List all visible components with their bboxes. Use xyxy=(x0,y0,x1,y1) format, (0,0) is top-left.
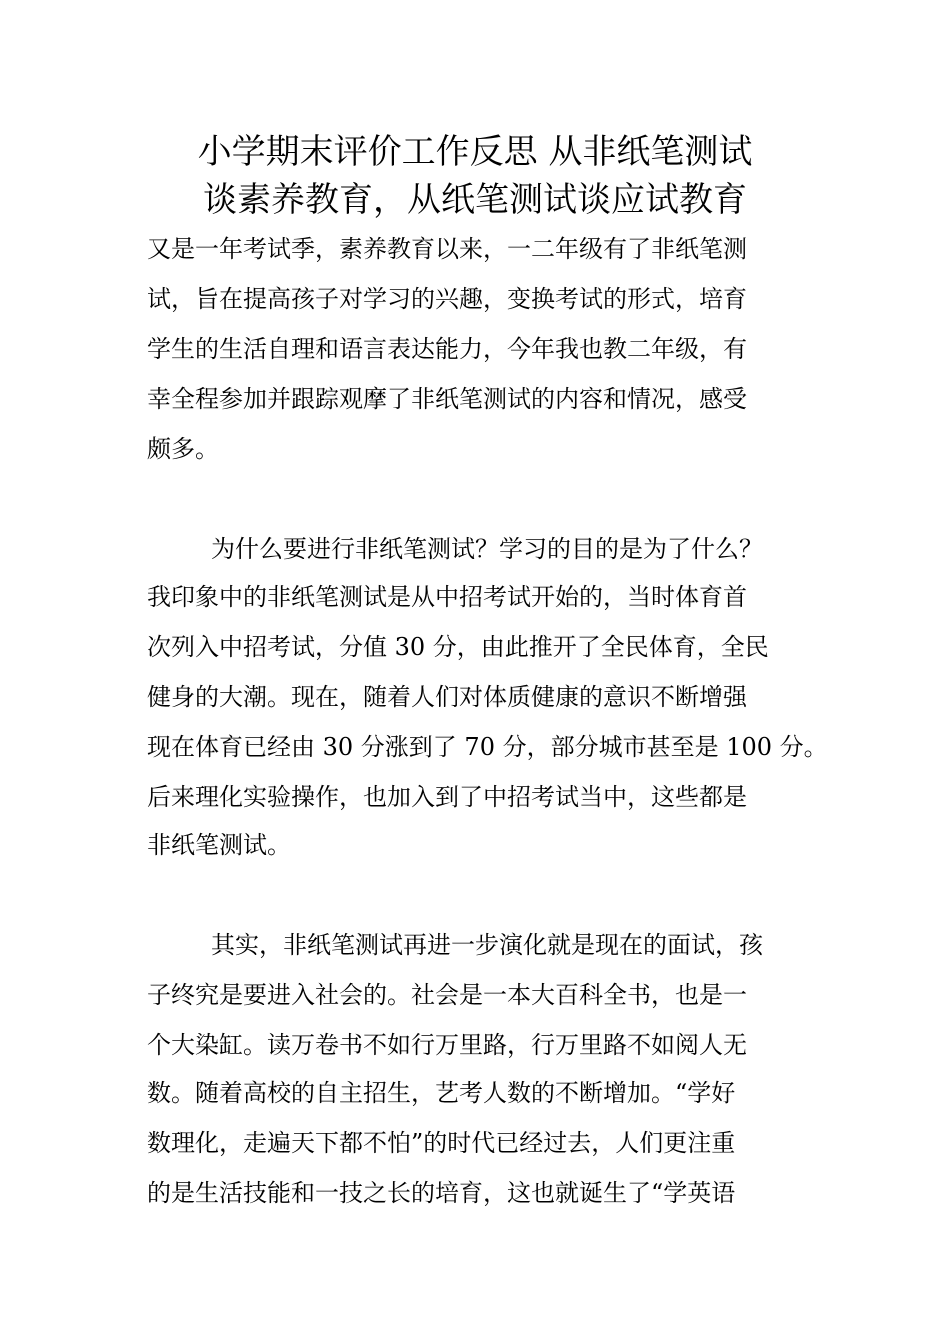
paragraph-line: 颇多。 xyxy=(147,435,219,463)
paragraph-line: 数。随着高校的自主招生，艺考人数的不断增加。“学好 xyxy=(147,1079,736,1107)
document-title-line-2: 谈素养教育，从纸笔测试谈应试教育 xyxy=(203,180,747,220)
paragraph-line: 后来理化实验操作，也加入到了中招考试当中，这些都是 xyxy=(147,783,747,811)
paragraph-line: 健身的大潮。现在，随着人们对体质健康的意识不断增强 xyxy=(147,683,747,711)
paragraph-line: 的是生活技能和一技之长的培育，这也就诞生了“学英语 xyxy=(147,1179,736,1207)
paragraph-line: 个大染缸。读万卷书不如行万里路，行万里路不如阅人无 xyxy=(147,1031,747,1059)
paragraph-line: 幸全程参加并跟踪观摩了非纸笔测试的内容和情况，感受 xyxy=(147,385,747,413)
paragraph-line: 其实，非纸笔测试再进一步演化就是现在的面试，孩 xyxy=(211,931,763,959)
paragraph-line: 为什么要进行非纸笔测试？学习的目的是为了什么？ xyxy=(211,535,763,563)
paragraph-line: 子终究是要进入社会的。社会是一本大百科全书，也是一 xyxy=(147,981,747,1009)
paragraph-line: 数理化，走遍天下都不怕”的时代已经过去，人们更注重 xyxy=(147,1129,736,1157)
paragraph-line: 次列入中招考试，分值 30 分，由此推开了全民体育，全民 xyxy=(147,633,769,661)
paragraph-line: 又是一年考试季，素养教育以来，一二年级有了非纸笔测 xyxy=(147,235,747,263)
paragraph-line: 我印象中的非纸笔测试是从中招考试开始的，当时体育首 xyxy=(147,583,747,611)
paragraph-line: 非纸笔测试。 xyxy=(147,831,291,859)
paragraph-line: 现在体育已经由 30 分涨到了 70 分，部分城市甚至是 100 分。 xyxy=(147,733,828,761)
document-title-line-1: 小学期末评价工作反思 从非纸笔测试 xyxy=(197,132,753,172)
paragraph-line: 试，旨在提高孩子对学习的兴趣，变换考试的形式，培育 xyxy=(147,285,747,313)
paragraph-line: 学生的生活自理和语言表达能力，今年我也教二年级，有 xyxy=(147,335,747,363)
